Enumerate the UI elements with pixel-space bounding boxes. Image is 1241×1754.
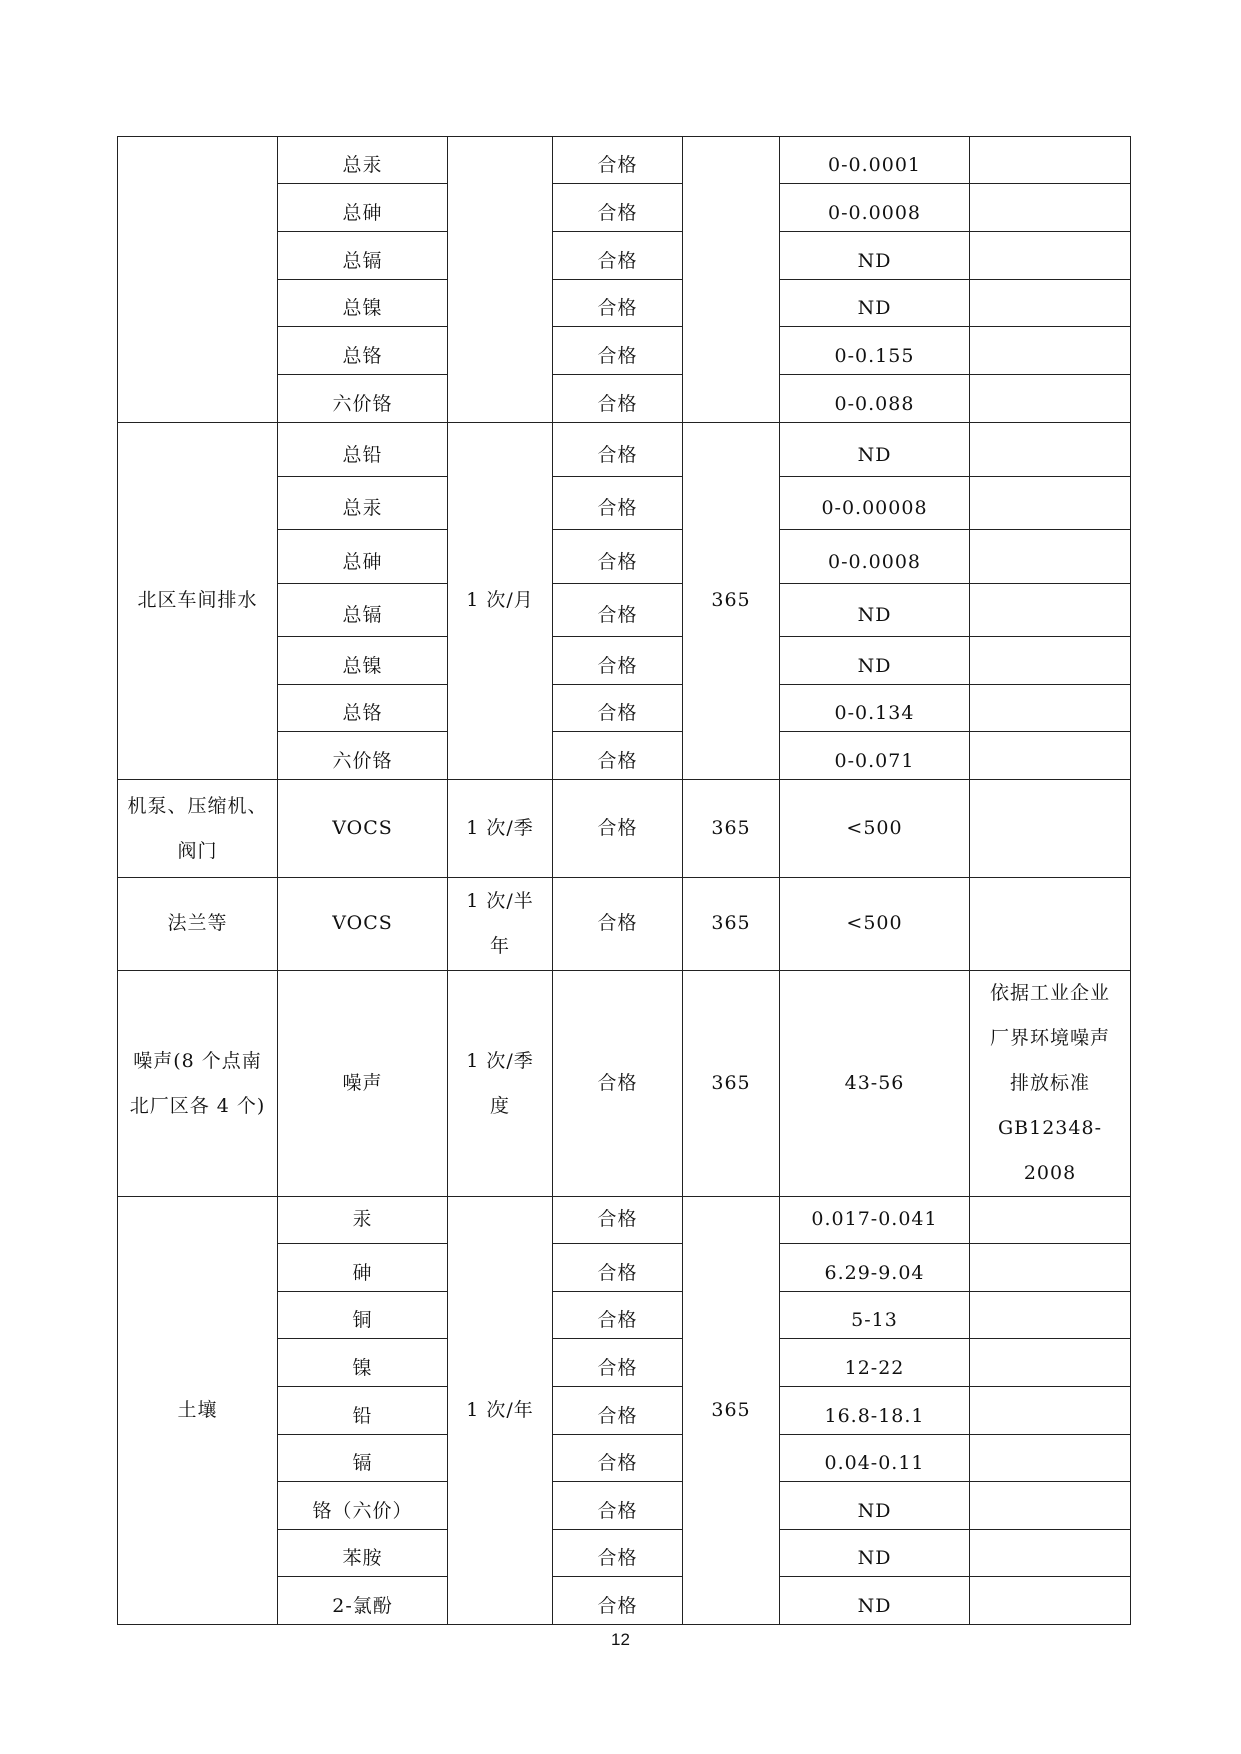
page-number: 12: [611, 1630, 630, 1649]
item-cell: 镉: [278, 1435, 448, 1482]
note-cell: [970, 1244, 1131, 1292]
result-cell: 合格: [553, 685, 683, 732]
result-cell: 合格: [553, 1197, 683, 1244]
note-cell: [970, 1339, 1131, 1387]
note-cell: [970, 685, 1131, 732]
source-line: 北厂区各 4 个): [129, 1094, 266, 1117]
item-cell: 镍: [278, 1339, 448, 1387]
result-cell: 合格: [553, 1387, 683, 1435]
result-cell: 合格: [553, 637, 683, 685]
result-cell: 合格: [553, 280, 683, 327]
item-cell: 总砷: [278, 530, 448, 584]
value-cell: 6.29-9.04: [780, 1244, 970, 1292]
result-cell: 合格: [553, 1435, 683, 1482]
result-cell: 合格: [553, 971, 683, 1197]
value-cell: ND: [780, 1530, 970, 1577]
note-cell: [970, 1197, 1131, 1244]
value-cell: 0.04-0.11: [780, 1435, 970, 1482]
item-cell: 总汞: [278, 477, 448, 530]
value-cell: <500: [780, 780, 970, 878]
note-cell: [970, 137, 1131, 184]
item-cell: 总汞: [278, 137, 448, 184]
item-cell: 铜: [278, 1292, 448, 1339]
note-cell: [970, 1482, 1131, 1530]
value-cell: 12-22: [780, 1339, 970, 1387]
value-cell: ND: [780, 584, 970, 637]
value-cell: 0-0.134: [780, 685, 970, 732]
result-cell: 合格: [553, 732, 683, 780]
table-row: [118, 780, 1131, 878]
days-cell-empty: [683, 137, 780, 423]
frequency-line: 年: [489, 935, 510, 957]
frequency-cell: 1 次/月: [448, 423, 553, 780]
value-cell: ND: [780, 637, 970, 685]
note-cell: [970, 477, 1131, 530]
result-cell: 合格: [553, 1339, 683, 1387]
note-cell: [970, 780, 1131, 878]
result-cell: 合格: [553, 1530, 683, 1577]
days-cell: 365: [683, 780, 780, 878]
days-cell: 365: [683, 1197, 780, 1625]
source-line: 噪声(8 个点南: [133, 1049, 262, 1072]
note-cell: [970, 375, 1131, 423]
value-cell: 0-0.0001: [780, 137, 970, 184]
note-cell: [970, 1435, 1131, 1482]
note-cell: [970, 1292, 1131, 1339]
value-cell: ND: [780, 1482, 970, 1530]
frequency-cell: [448, 878, 553, 971]
value-cell: 43-56: [780, 971, 970, 1197]
note-cell: [970, 732, 1131, 780]
source-cell: [118, 780, 278, 878]
result-cell: 合格: [553, 584, 683, 637]
item-cell: VOCS: [278, 878, 448, 971]
item-cell: 总镉: [278, 232, 448, 280]
item-cell: 总铅: [278, 423, 448, 477]
note-cell: [970, 1577, 1131, 1625]
frequency-line: 1 次/半: [466, 890, 534, 912]
item-cell: 总镍: [278, 280, 448, 327]
days-cell: 365: [683, 971, 780, 1197]
value-cell: ND: [780, 1577, 970, 1625]
days-cell: 365: [683, 423, 780, 780]
note-cell: [970, 971, 1131, 1197]
item-cell: 铅: [278, 1387, 448, 1435]
value-cell: 5-13: [780, 1292, 970, 1339]
item-cell: 铬（六价）: [278, 1482, 448, 1530]
note-line: 依据工业企业: [989, 982, 1110, 1004]
source-cell-empty: [118, 137, 278, 423]
value-cell: 0-0.0008: [780, 184, 970, 232]
source-cell: 法兰等: [118, 878, 278, 971]
note-cell: [970, 423, 1131, 477]
result-cell: 合格: [553, 878, 683, 971]
note-cell: [970, 584, 1131, 637]
result-cell: 合格: [553, 327, 683, 375]
result-cell: 合格: [553, 1244, 683, 1292]
note-cell: [970, 530, 1131, 584]
source-cell: 土壤: [118, 1197, 278, 1625]
frequency-cell: [448, 971, 553, 1197]
value-cell: ND: [780, 280, 970, 327]
value-cell: 0-0.0008: [780, 530, 970, 584]
note-line: GB12348-2008: [997, 1117, 1102, 1184]
note-line: 排放标准: [1009, 1072, 1090, 1094]
item-cell: 苯胺: [278, 1530, 448, 1577]
table-row: [118, 971, 1131, 1197]
item-cell: 总铬: [278, 327, 448, 375]
source-cell: [118, 971, 278, 1197]
result-cell: 合格: [553, 1577, 683, 1625]
value-cell: 0.017-0.041: [780, 1197, 970, 1244]
item-cell: 砷: [278, 1244, 448, 1292]
table-row: [118, 878, 1131, 971]
result-cell: 合格: [553, 1292, 683, 1339]
source-cell: 北区车间排水: [118, 423, 278, 780]
item-cell: 总砷: [278, 184, 448, 232]
note-cell: [970, 1387, 1131, 1435]
table-row: [118, 137, 1131, 184]
value-cell: ND: [780, 423, 970, 477]
note-cell: [970, 637, 1131, 685]
item-cell: 汞: [278, 1197, 448, 1244]
item-cell: 噪声: [278, 971, 448, 1197]
item-cell: 2-氯酚: [278, 1577, 448, 1625]
value-cell: 16.8-18.1: [780, 1387, 970, 1435]
result-cell: 合格: [553, 137, 683, 184]
note-cell: [970, 327, 1131, 375]
value-cell: <500: [780, 878, 970, 971]
days-cell: 365: [683, 878, 780, 971]
note-cell: [970, 184, 1131, 232]
note-cell: [970, 280, 1131, 327]
result-cell: 合格: [553, 1482, 683, 1530]
table-row: [118, 1197, 1131, 1244]
note-cell: [970, 878, 1131, 971]
note-cell: [970, 1530, 1131, 1577]
frequency-line: 1 次/季: [466, 1049, 534, 1072]
item-cell: 总铬: [278, 685, 448, 732]
result-cell: 合格: [553, 184, 683, 232]
result-cell: 合格: [553, 477, 683, 530]
value-cell: 0-0.155: [780, 327, 970, 375]
note-line: 厂界环境噪声: [989, 1027, 1110, 1049]
frequency-cell-empty: [448, 137, 553, 423]
result-cell: 合格: [553, 232, 683, 280]
item-cell: 六价铬: [278, 375, 448, 423]
item-cell: 六价铬: [278, 732, 448, 780]
value-cell: 0-0.088: [780, 375, 970, 423]
item-cell: 总镍: [278, 637, 448, 685]
frequency-line: 度: [489, 1094, 510, 1117]
note-cell: [970, 232, 1131, 280]
frequency-cell: 1 次/季: [448, 780, 553, 878]
result-cell: 合格: [553, 423, 683, 477]
item-cell: VOCS: [278, 780, 448, 878]
result-cell: 合格: [553, 530, 683, 584]
monitoring-results-table: [117, 136, 1131, 1625]
table-row: [118, 423, 1131, 477]
frequency-cell: 1 次/年: [448, 1197, 553, 1625]
value-cell: 0-0.071: [780, 732, 970, 780]
result-cell: 合格: [553, 375, 683, 423]
item-cell: 总镉: [278, 584, 448, 637]
value-cell: 0-0.00008: [780, 477, 970, 530]
source-line: 阀门: [177, 839, 218, 862]
source-line: 机泵、压缩机、: [127, 794, 268, 817]
value-cell: ND: [780, 232, 970, 280]
result-cell: 合格: [553, 780, 683, 878]
